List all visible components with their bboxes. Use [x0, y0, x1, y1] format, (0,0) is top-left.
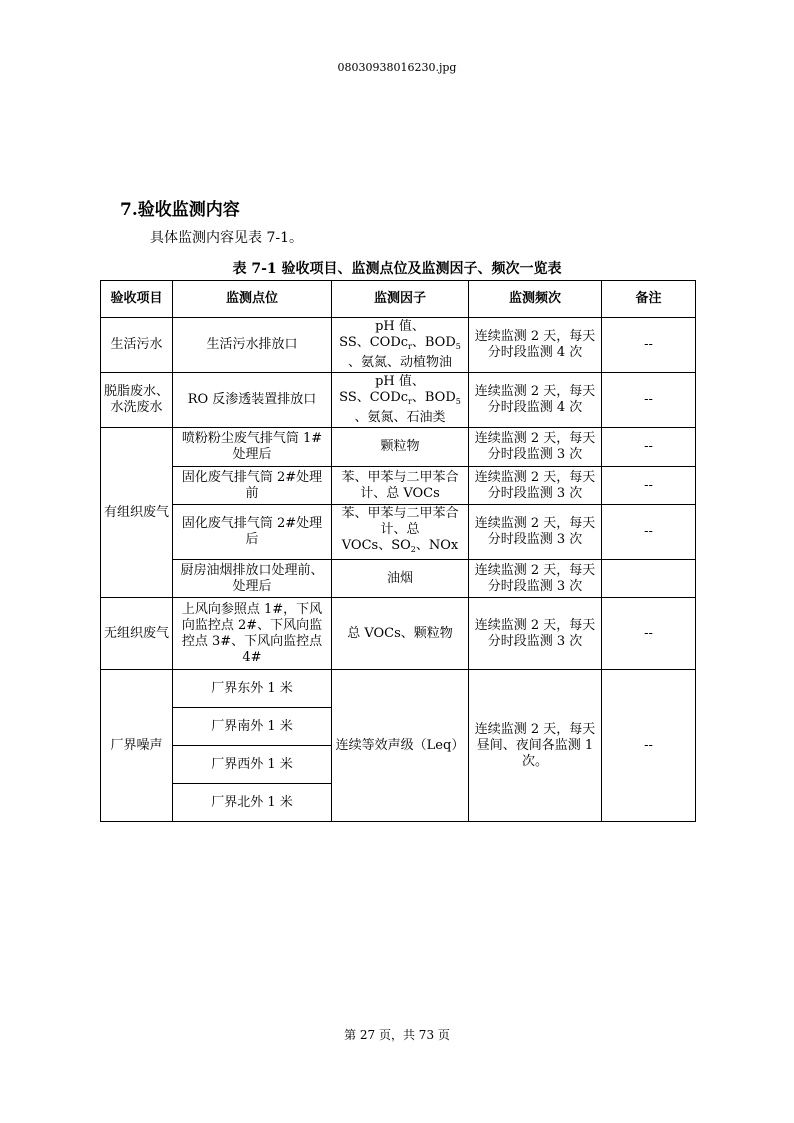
item-cell: 无组织废气 [101, 598, 173, 670]
table-caption: 表 7-1 验收项目、监测点位及监测因子、频次一览表 [232, 261, 562, 277]
point-cell: 上风向参照点 1#，下风向监控点 2#、下风向监控点 3#、下风向监控点 4# [173, 598, 332, 670]
image-filename: 08030938016230.jpg [337, 61, 457, 74]
item-cell: 脱脂废水、水洗废水 [101, 373, 173, 428]
factor-cell: 总 VOCs、颗粒物 [332, 598, 469, 670]
note-cell: -- [602, 670, 696, 822]
factor-cell [332, 505, 469, 560]
note-cell: -- [602, 467, 696, 505]
factor-cell [332, 373, 469, 428]
header-cell: 监测频次 [469, 281, 602, 318]
table-row [101, 373, 696, 428]
point-cell: 厂界西外 1 米 [173, 746, 332, 784]
table-row [101, 560, 696, 598]
factor-text: 、BOD [411, 390, 456, 405]
freq-cell: 连续监测 2 天，每天分时段监测 3 次 [469, 428, 602, 467]
table-row [101, 318, 696, 373]
point-cell: 厂界东外 1 米 [173, 670, 332, 708]
factor-subscript: 5 [455, 397, 461, 406]
monitoring-table [100, 280, 696, 822]
page-number: 第 27 页，共 73 页 [344, 1028, 450, 1042]
table-row [101, 598, 696, 670]
note-cell: -- [602, 318, 696, 373]
point-cell: 厂界北外 1 米 [173, 784, 332, 822]
point-cell: 厨房油烟排放口处理前、处理后 [173, 560, 332, 598]
table-row [101, 670, 696, 708]
factor-cell: 颗粒物 [332, 428, 469, 467]
factor-text: pH 值、 [375, 374, 425, 389]
factor-subscript: r [408, 397, 412, 406]
note-cell [602, 560, 696, 598]
factor-text: 苯、甲苯与二甲苯合计、总 [341, 506, 459, 537]
header-cell: 备注 [602, 281, 696, 318]
factor-text: 、氨氮、动植物油 [347, 355, 452, 370]
factor-cell [332, 318, 469, 373]
factor-text: pH 值、 [375, 319, 425, 334]
freq-cell: 连续监测 2 天，每天分时段监测 3 次 [469, 505, 602, 560]
factor-cell: 苯、甲苯与二甲苯合计、总 VOCs [332, 467, 469, 505]
factor-text: 、NOx [415, 538, 459, 553]
note-cell: -- [602, 373, 696, 428]
factor-text: 、氨氮、石油类 [354, 410, 446, 425]
freq-cell: 连续监测 2 天，每天分时段监测 3 次 [469, 560, 602, 598]
factor-subscript: 2 [410, 545, 416, 554]
point-cell: 固化废气排气筒 2#处理前 [173, 467, 332, 505]
factor-text: SS、CODc [339, 335, 409, 350]
note-cell: -- [602, 428, 696, 467]
factor-subscript: 5 [455, 342, 461, 351]
header-cell: 验收项目 [101, 281, 173, 318]
factor-cell: 连续等效声级（Leq） [332, 670, 469, 822]
item-cell: 生活污水 [101, 318, 173, 373]
factor-subscript: r [408, 342, 412, 351]
table-row [101, 428, 696, 467]
intro-text: 具体监测内容见表 7-1。 [150, 230, 303, 246]
freq-cell: 连续监测 2 天，每天分时段监测 3 次 [469, 467, 602, 505]
factor-text: SS、CODc [339, 390, 409, 405]
freq-cell: 连续监测 2 天，每天分时段监测 3 次 [469, 598, 602, 670]
note-cell: -- [602, 505, 696, 560]
item-cell: 有组织废气 [101, 428, 173, 598]
freq-cell: 连续监测 2 天，每天昼间、夜间各监测 1 次。 [469, 670, 602, 822]
point-cell: 生活污水排放口 [173, 318, 332, 373]
freq-cell: 连续监测 2 天，每天分时段监测 4 次 [469, 373, 602, 428]
factor-text: VOCs、SO [341, 538, 411, 553]
note-cell: -- [602, 598, 696, 670]
factor-cell: 油烟 [332, 560, 469, 598]
point-cell: 固化废气排气筒 2#处理后 [173, 505, 332, 560]
freq-cell: 连续监测 2 天，每天分时段监测 4 次 [469, 318, 602, 373]
point-cell: 喷粉粉尘废气排气筒 1#处理后 [173, 428, 332, 467]
point-cell: RO 反渗透装置排放口 [173, 373, 332, 428]
item-cell: 厂界噪声 [101, 670, 173, 822]
header-cell: 监测点位 [173, 281, 332, 318]
table-header-row [101, 281, 696, 318]
factor-text: 、BOD [411, 335, 456, 350]
table-row [101, 505, 696, 560]
table-row [101, 467, 696, 505]
section-heading: 7.验收监测内容 [120, 200, 240, 220]
point-cell: 厂界南外 1 米 [173, 708, 332, 746]
header-cell: 监测因子 [332, 281, 469, 318]
